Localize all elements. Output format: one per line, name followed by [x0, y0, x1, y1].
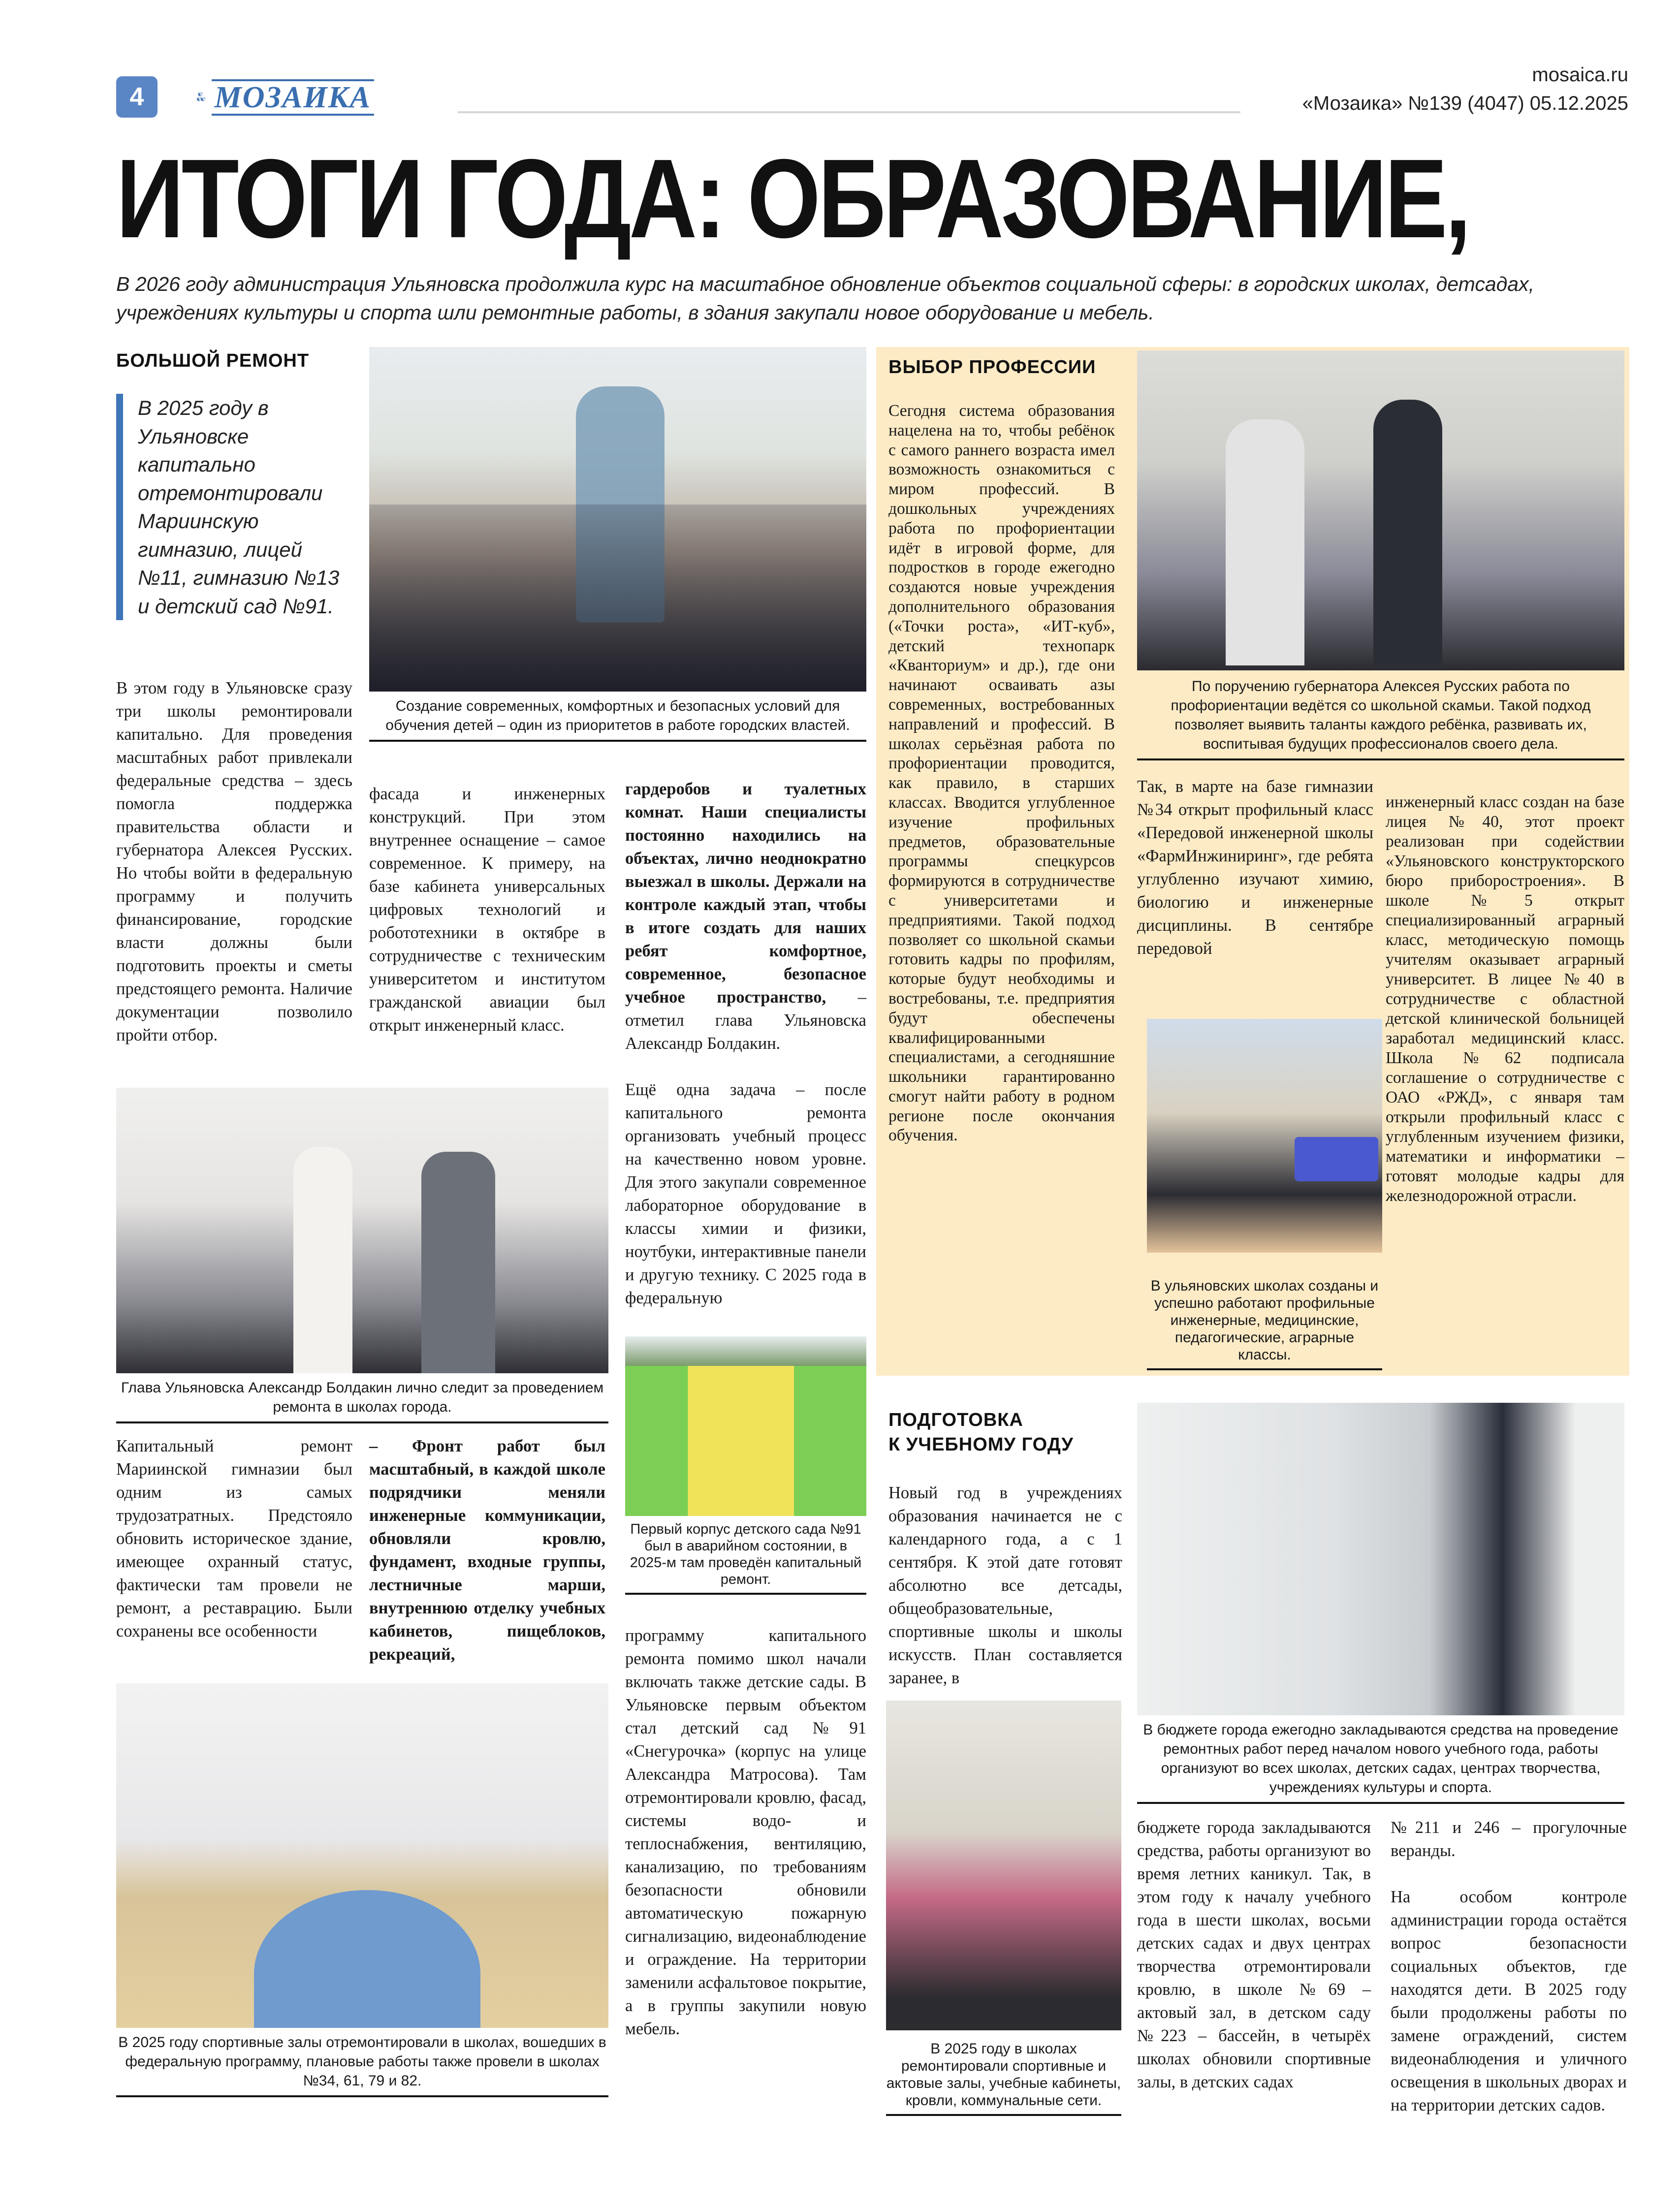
gym-photo — [116, 1683, 608, 2028]
pull-quote: В 2025 году в Ульяновске капитально отремонтировали Мариинскую гимназию, лицей №11, гимназию №13 и детский сад №91. — [116, 394, 352, 620]
newspaper-logo — [197, 74, 374, 121]
article-lead: В 2026 году администрация Ульяновска продолжила курс на масштабное обновление объектов социальной сферы: в городских школах, детсадах, учреждениях культуры и спорта шли ремонтные работы, в здания закупали новое оборудование и мебель. — [116, 273, 1534, 324]
prep-heading-line1: ПОДГОТОВКА — [888, 1410, 1023, 1430]
prep-heading-line2: К УЧЕБНОМУ ГОДУ — [888, 1434, 1074, 1455]
repair-col2-lower — [369, 1435, 605, 1666]
prep-col3 — [1391, 1816, 1627, 2117]
section-heading-prep — [888, 1408, 1074, 1457]
electrician-photo — [1137, 1403, 1624, 1715]
section-heading-repair: БОЛЬШОЙ РЕМОНТ — [116, 350, 310, 371]
caption-gym: В 2025 году спортивные залы отремонтировали в школах, вошедших в федеральную программу, плановые работы также провели в школах №34, 61, 79 и 82. — [116, 2028, 608, 2097]
officials-photo — [116, 1088, 608, 1373]
repair-col3 — [625, 778, 866, 1310]
prep-col2: бюджете города закладываются средства, работы организуют во время летних каникул. Так, в этом году к началу учебного года в шести школах, восьми детских садах и двух центрах творчества отремонтировали кровлю, в школе №69 – актовый зал, в детском саду №223 – бассейн, в четырёх школах обновили спортивные залы, в детских садах — [1137, 1818, 1371, 2091]
quote-attribution: – отметил глава Ульяновска Александр Болдакин. — [625, 988, 866, 1053]
quote-bold: гардеробов и туалетных комнат. Наши специалисты постоянно находились на объектах, лично неоднократно выезжал в школы. Держали на контроле каждый этап, чтобы в итоге создать для наших ребят комфортное, современное, безопасное учебное пространство, — [625, 780, 866, 1007]
section-heading-profession: ВЫБОР ПРОФЕССИИ — [888, 357, 1096, 378]
site-url[interactable]: mosaica.ru — [1532, 64, 1628, 86]
repair-quote-bold: – Фронт работ был масштабный, в каждой школе подрядчики меняли инженерные коммуникации, обновляли кровлю, фундамент, входные группы, лестничные марши, внутреннюю отделку учебных кабинетов, пищеблоков, рекреаций, — [369, 1437, 605, 1664]
governor-photo — [1137, 350, 1624, 670]
repair-col1-lower: Капитальный ремонт Мариинской гимназии был одним из самых трудозатратных. Предстояло обновить историческое здание, имеющее охранный статус, фактически там провели не ремонт, а реставрацию. Были сохранены все особенности — [116, 1437, 352, 1641]
student-photo — [1147, 1019, 1382, 1253]
logo-wordmark: МОЗАИКА — [212, 79, 374, 116]
caption-classroom: Создание современных, комфортных и безопасных условий для обучения детей – один из приоритетов в работе городских властей. — [369, 692, 866, 742]
caption-painter: В 2025 году в школах ремонтировали спортивные и актовые залы, учебные кабинеты, кровли, коммунальные сети. — [886, 2035, 1121, 2116]
repair-col3-p2: Ещё одна задача – после капитального ремонта организовать учебный процесс на качественно новом уровне. Для этого закупали современное лабораторное оборудование в классы химии и физики, ноутбуки, интерактивные панели и другую технику. С 2025 года в федеральную — [625, 1080, 866, 1307]
page-number: 4 — [116, 76, 158, 118]
repair-col1: В этом году в Ульяновске сразу три школы ремонтировали капитально. Для проведения масштабных работ привлекали федеральные средства – здесь помогла поддержка правительства области и губернатора Алексея Русских. Но чтобы войти в федеральную программу и получить финансирование, городские власти должны были подготовить проекты и сметы предстоящего ремонта. Наличие документации позволило пройти отбор. — [116, 679, 352, 1044]
prep-col3-p1: №211 и 246 – прогулочные веранды. — [1391, 1818, 1627, 1860]
repair-col2: фасада и инженерных конструкций. При этом внутреннее оснащение – самое современное. К примеру, на базе кабинета универсальных цифровых технологий и робототехники в октябре в сотрудничестве с техническим университетом и институтом гражданской авиации был открыт инженерный класс. — [369, 785, 605, 1035]
profession-col3: инженерный класс создан на базе лицея №40, этот проект реализован при содействии «Ульяновского конструкторского бюро приборостроения». В школе №5 открыт специализированный аграрный класс, методическую помощь учителям оказывает аграрный университет. В лицее №40 в сотрудничестве с областной детской клинической больницей заработал медицинский класс. Школа №62 подписала соглашение о сотрудничестве с ОАО «РЖД», с января там открыли профильный класс с углубленным изучением физики, математики и информатики – готовят молодые кадры для железнодорожной отрасли. — [1386, 793, 1624, 1205]
caption-officials: Глава Ульяновска Александр Болдакин лично следит за проведением ремонта в школах города. — [116, 1373, 608, 1423]
cubes-logo-icon — [197, 74, 208, 121]
kindergarten-photo — [625, 1336, 866, 1516]
caption-electrician: В бюджете города ежегодно закладываются средства на проведение ремонтных работ перед началом нового учебного года, работы организуют во всех школах, детских садах, центрах творчества, учреждениях культуры и спорта. — [1137, 1715, 1624, 1804]
classroom-photo — [369, 347, 866, 692]
caption-kindergarten: Первый корпус детского сада №91 был в аварийном состоянии, в 2025-м там проведён капитальный ремонт. — [625, 1516, 866, 1595]
painter-photo — [886, 1701, 1121, 2030]
caption-student: В ульяновских школах созданы и успешно работают профильные инженерные, медицинские, педагогические, аграрные классы. — [1147, 1272, 1382, 1370]
profession-col2: Так, в марте на базе гимназии №34 открыт профильный класс «Передовой инженерной школы «ФармИнжиниринг», где ребята углубленно изучают химию, биологию и инженерные дисциплины. В сентябре передовой — [1137, 777, 1373, 958]
header-rule — [458, 111, 1240, 113]
caption-governor: По поручению губернатора Алексея Русских работа по профориентации ведётся со школьной скамьи. Такой подход позволяет выявить таланты каждого ребёнка, развивать их, воспитывая будущих профессионалов своего дела. — [1137, 672, 1624, 760]
prep-col3-p2: На особом контроле администрации города остаётся вопрос безопасности социальных объектов, где находятся дети. В 2025 году были продолжены работы по замене ограждений, систем видеонаблюдения и уличного освещения в школьных дворах и на территории детских садов. — [1391, 1888, 1627, 2114]
issue-info: «Мозаика» №139 (4047) 05.12.2025 — [1302, 93, 1628, 114]
repair-col3-lower: программу капитального ремонта помимо школ начали включать также детские сады. В Ульяновске первым объектом стал детский сад №91 «Снегурочка» (корпус на улице Александра Матросова). Там отремонтировали кровлю, фасад, системы водо- и теплоснабжения, вентиляцию, канализацию, по требованиям безопасности обновили автоматическую пожарную сигнализацию, видеонаблюдение и ограждение. На территории заменили асфальтовое покрытие, а в группы закупили новую мебель. — [625, 1626, 866, 2038]
page-title: ИТОГИ ГОДА: ОБРАЗОВАНИЕ, — [116, 136, 1469, 261]
profession-col1: Сегодня система образования нацелена на то, чтобы ребёнок с самого раннего возраста имел возможность ознакомиться с миром профессий. В дошкольных учреждениях работа по профориентации идёт в игровой форме, для подростков в городе ежегодно создаются новые учреждения дополнительного образования («Точки роста», «ИТ-куб», детский технопарк «Кванториум» и др.), где они начинают осваивать азы современных, востребованных направлений и профессий. В школах серьёзная работа по профориентации проводится, как правило, в старших классах. Вводится углубленное изучение профильных предметов, образовательные программы спецкурсов формируются в сотрудничестве с университетами и предприятиями. Такой подход позволяет со школьной скамьи готовить кадры по профилям, которые будут необходимы и востребованы, т.е. предприятия будут обеспечены квалифицированными специалистами, а сегодняшние школьники гарантированно смогут найти работу в родном регионе после окончания обучения. — [888, 402, 1115, 1145]
prep-col1: Новый год в учреждениях образования начинается не с календарного года, а с 1 сентября. К этой дате готовят абсолютно все детсады, общеобразовательные, спортивные школы и школы искусств. План составляется заранее, в — [888, 1483, 1122, 1687]
